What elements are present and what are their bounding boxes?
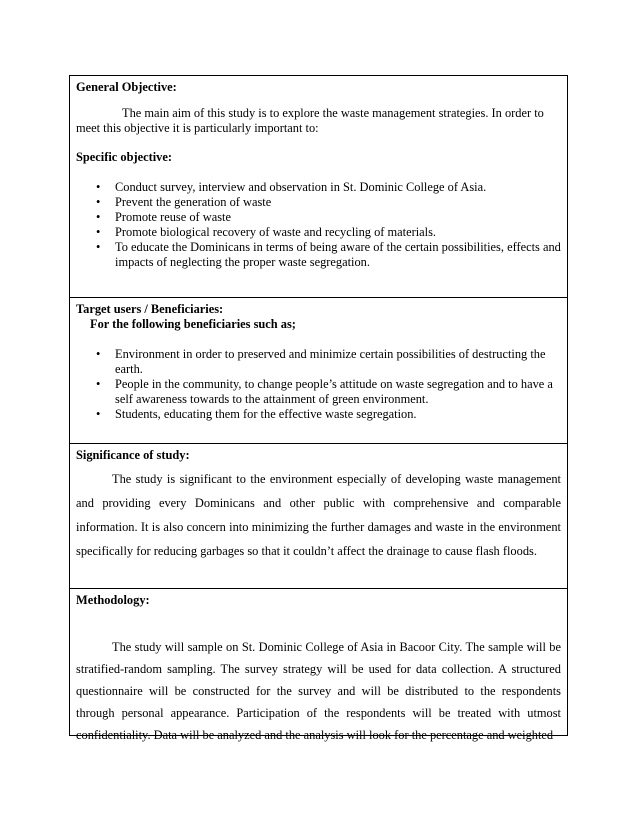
bullet-icon: • [96, 407, 101, 421]
list-item: • Environment in order to preserved and minimize certain possibilities of destructing the earth. [96, 347, 546, 376]
list-item: • People in the community, to change people’s attitude on waste segregation and to have a self awareness towards to the attainment of green environment. [96, 377, 553, 406]
significance-text: The study is significant to the environment especially of developing waste management and providing every Dominicans and other public with comprehensive and comparable information. It is also concern into minimizing the further damages and waste in the environment specifically for reducing garbages so that it couldn’t affect the drainage to cause flash floods. [76, 472, 561, 558]
bullet-icon: • [96, 225, 101, 239]
methodology-heading: Methodology: [76, 593, 150, 607]
general-objective-heading: General Objective: [76, 80, 177, 94]
bullet-icon: • [96, 347, 101, 361]
methodology-text: The study will sample on St. Dominic College of Asia in Bacoor City. The sample will be stratified-random sampling. The survey strategy will be used for data collection. A structured questionnaire will be constructed for the survey and will be distributed to the respondents through personal appearance. Participation of the respondents will be treated with utmost confidentiality. Data will be analyzed and the analysis will look for the percentage and weighted [76, 640, 561, 742]
bullet-icon: • [96, 195, 101, 209]
beneficiaries-heading: Target users / Beneficiaries: [76, 302, 224, 316]
significance-heading: Significance of study: [76, 448, 190, 462]
beneficiaries-subheading: For the following beneficiaries such as; [90, 317, 296, 331]
bullet-icon: • [96, 180, 101, 194]
methodology-section [70, 589, 567, 742]
bullet-icon: • [96, 377, 101, 391]
list-item: • Promote reuse of waste [96, 210, 231, 224]
list-item: • Conduct survey, interview and observation in St. Dominic College of Asia. [96, 180, 487, 194]
significance-section [70, 444, 567, 589]
bullet-icon: • [96, 210, 101, 224]
document-table [69, 75, 568, 742]
list-item: • To educate the Dominicans in terms of being aware of the certain possibilities, effects and impacts of neglecting the proper waste segregation. [96, 240, 561, 269]
beneficiaries-list [76, 347, 561, 422]
objectives-section [70, 76, 567, 298]
list-item: • Students, educating them for the effective waste segregation. [96, 407, 417, 421]
list-item: • Prevent the generation of waste [96, 195, 272, 209]
bullet-icon: • [96, 240, 101, 254]
list-item: • Promote biological recovery of waste and recycling of materials. [96, 225, 437, 239]
beneficiaries-section [70, 298, 567, 444]
general-objective-text: The main aim of this study is to explore the waste management strategies. In order to meet this objective it is particularly important to: [76, 106, 544, 135]
specific-objective-list [76, 180, 561, 270]
specific-objective-heading: Specific objective: [76, 150, 172, 164]
